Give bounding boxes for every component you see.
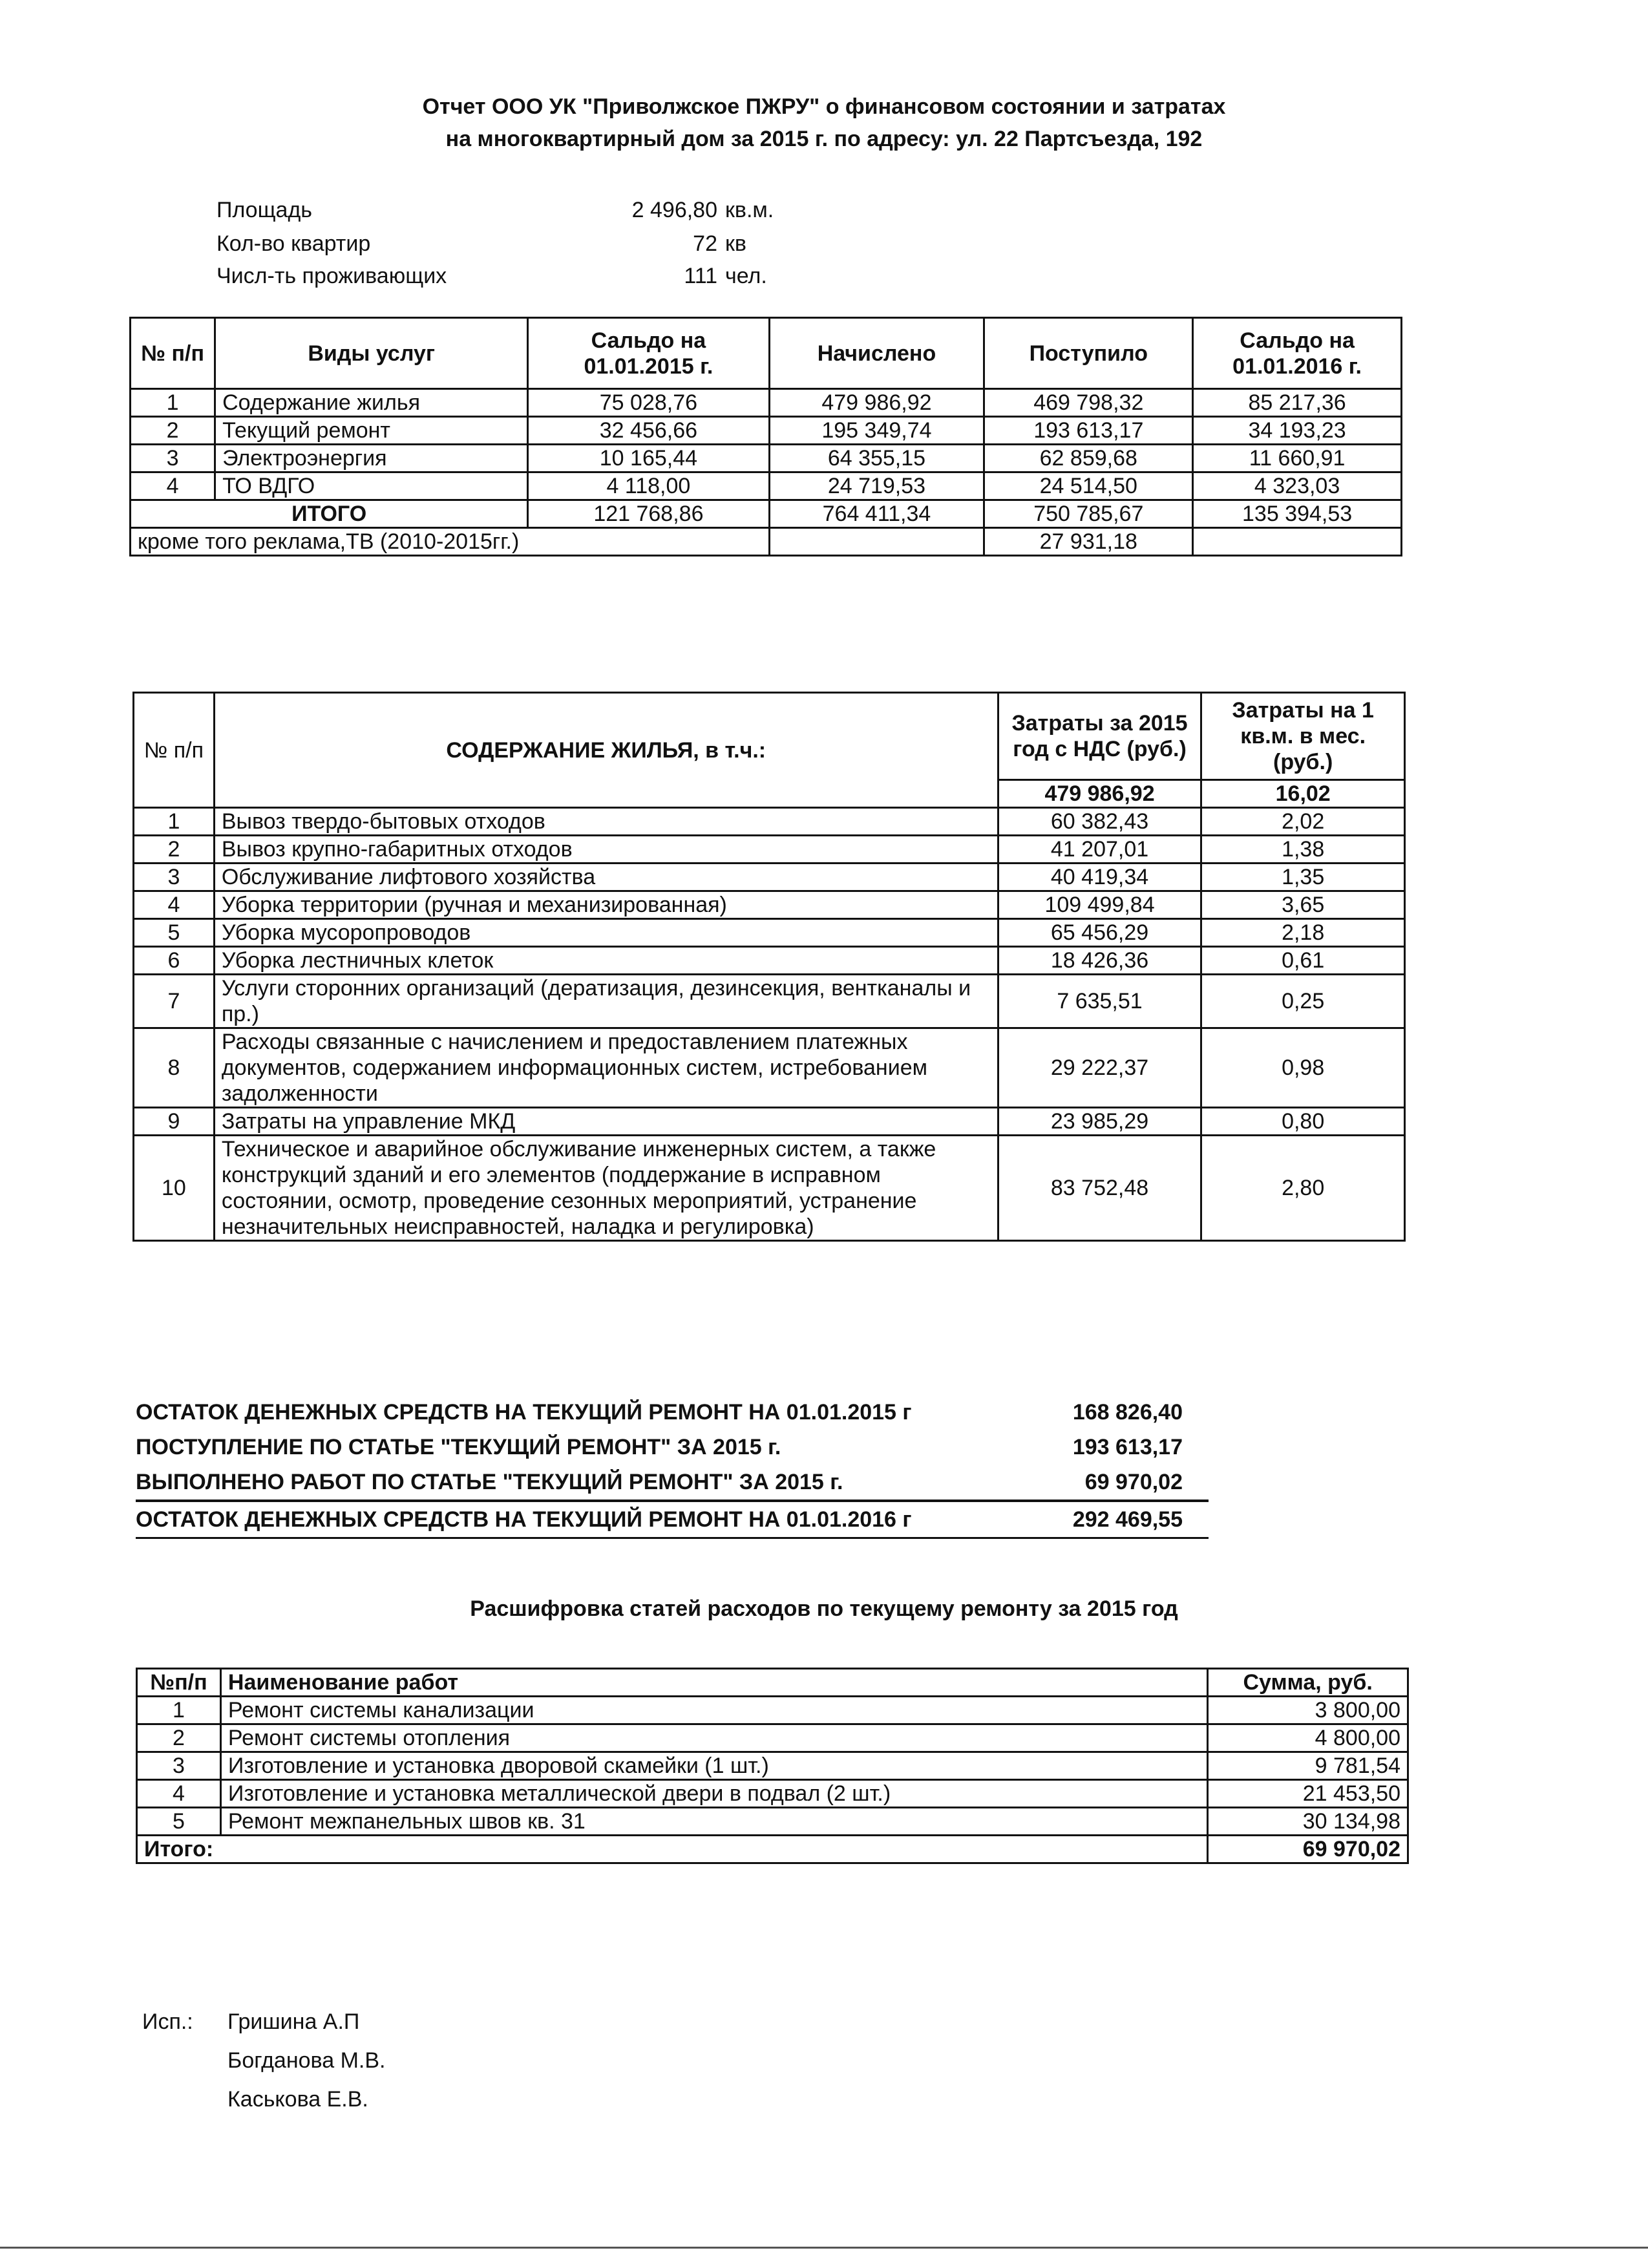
repair-breakdown-heading: Расшифровка статей расходов по текущему ремонту за 2015 год [470, 1596, 1178, 1621]
row-number: 10 [134, 1136, 215, 1241]
header-cell: СОДЕРЖАНИЕ ЖИЛЬЯ, в т.ч.: [214, 693, 998, 808]
table-row [134, 864, 1405, 891]
header-cell: №п/п [137, 1669, 221, 1697]
table-row [137, 1808, 1408, 1836]
row-number: 5 [137, 1808, 221, 1836]
summary-label: ВЫПОЛНЕНО РАБОТ ПО СТАТЬЕ "ТЕКУЩИЙ РЕМОНТ" ЗА 2015 г. [136, 1470, 843, 1494]
table-row [134, 836, 1405, 864]
cost-item: Уборка лестничных клеток [214, 947, 998, 975]
table-row [134, 808, 1405, 836]
maintenance-costs-table [132, 692, 1406, 1242]
total-balance-start: 121 768,86 [528, 500, 769, 528]
balance-start: 4 118,00 [528, 472, 769, 500]
header-cell: Поступило [984, 318, 1193, 389]
row-number: 4 [131, 472, 215, 500]
row-number: 2 [134, 836, 215, 864]
summary-value: 168 826,40 [1072, 1400, 1183, 1425]
signature-name: Каськова Е.В. [227, 2087, 368, 2112]
table-row [137, 1724, 1408, 1752]
summary-line [136, 1502, 1209, 1537]
row-number: 4 [137, 1780, 221, 1808]
service-name: Содержание жилья [215, 389, 528, 417]
row-number: 1 [137, 1697, 221, 1724]
services-balance-table [129, 317, 1402, 556]
received: 24 514,50 [984, 472, 1193, 500]
signatures-label: Исп.: [142, 2009, 193, 2034]
work-sum: 3 800,00 [1208, 1697, 1408, 1724]
cost-per-sqm: 0,80 [1201, 1108, 1405, 1136]
info-apartments-unit: кв [725, 231, 746, 256]
cost-per-sqm: 2,02 [1201, 808, 1405, 836]
balance-end: 11 660,91 [1193, 445, 1402, 472]
total-label: ИТОГО [131, 500, 528, 528]
cost-item: Вывоз крупно-габаритных отходов [214, 836, 998, 864]
table-row [137, 1752, 1408, 1780]
cost-value: 23 985,29 [998, 1108, 1201, 1136]
row-number: 3 [134, 864, 215, 891]
info-residents-unit: чел. [725, 264, 767, 288]
header-cell: Сальдо на 01.01.2015 г. [528, 318, 769, 389]
table-row [134, 919, 1405, 947]
info-apartments-value: 72 [693, 231, 717, 256]
total-row [131, 500, 1402, 528]
extra-row [131, 528, 1402, 556]
row-number: 2 [131, 417, 215, 445]
charged: 195 349,74 [769, 417, 984, 445]
header-cell: № п/п [134, 693, 215, 808]
balance-start: 32 456,66 [528, 417, 769, 445]
header-cell: Наименование работ [220, 1669, 1207, 1697]
header-cell: Сумма, руб. [1208, 1669, 1408, 1697]
charged: 64 355,15 [769, 445, 984, 472]
signature-name: Богданова М.В. [227, 2048, 386, 2073]
cost-item: Вывоз твердо-бытовых отходов [214, 808, 998, 836]
work-sum: 4 800,00 [1208, 1724, 1408, 1752]
row-number: 2 [137, 1724, 221, 1752]
cost-per-sqm: 3,65 [1201, 891, 1405, 919]
charged: 24 719,53 [769, 472, 984, 500]
cost-per-sqm: 2,80 [1201, 1136, 1405, 1241]
header-cell: № п/п [131, 318, 215, 389]
signature-name: Гришина А.П [227, 2009, 360, 2034]
cost-per-sqm: 0,98 [1201, 1028, 1405, 1108]
report-title-line1: Отчет ООО УК "Приволжское ПЖРУ" о финансовом состоянии и затратах [422, 94, 1226, 119]
summary-line [136, 1465, 1209, 1500]
table-row [137, 1780, 1408, 1808]
table-row [134, 975, 1405, 1028]
work-name: Ремонт системы отопления [220, 1724, 1207, 1752]
balance-start: 75 028,76 [528, 389, 769, 417]
row-number: 3 [137, 1752, 221, 1780]
balance-end: 34 193,23 [1193, 417, 1402, 445]
info-residents-label: Числ-ть проживающих [217, 264, 447, 288]
cost-value: 18 426,36 [998, 947, 1201, 975]
header-cell: Виды услуг [215, 318, 528, 389]
service-name: Текущий ремонт [215, 417, 528, 445]
row-number: 3 [131, 445, 215, 472]
cost-item: Услуги сторонних организаций (дератизация, дезинсекция, вентканалы и пр.) [214, 975, 998, 1028]
table-row [131, 389, 1402, 417]
cost-value: 109 499,84 [998, 891, 1201, 919]
total-balance-end: 135 394,53 [1193, 500, 1402, 528]
received: 193 613,17 [984, 417, 1193, 445]
cost-item: Обслуживание лифтового хозяйства [214, 864, 998, 891]
table-row [131, 445, 1402, 472]
summary-label: ОСТАТОК ДЕНЕЖНЫХ СРЕДСТВ НА ТЕКУЩИЙ РЕМОНТ НА 01.01.2016 г [136, 1507, 912, 1532]
cost-value: 65 456,29 [998, 919, 1201, 947]
total-per-sqm: 16,02 [1201, 780, 1405, 808]
row-number: 6 [134, 947, 215, 975]
table-row [131, 417, 1402, 445]
cost-value: 29 222,37 [998, 1028, 1201, 1108]
info-residents-value: 111 [684, 264, 717, 288]
row-number: 9 [134, 1108, 215, 1136]
header-cell: Сальдо на 01.01.2016 г. [1193, 318, 1402, 389]
total-label: Итого: [137, 1836, 1208, 1863]
empty-cell [1193, 528, 1402, 556]
table-row [134, 947, 1405, 975]
table-header-row [134, 693, 1405, 780]
row-number: 8 [134, 1028, 215, 1108]
info-area-unit: кв.м. [725, 198, 774, 222]
received: 469 798,32 [984, 389, 1193, 417]
table-row [134, 1028, 1405, 1108]
work-sum: 21 453,50 [1208, 1780, 1408, 1808]
repair-summary [136, 1395, 1209, 1543]
row-number: 4 [134, 891, 215, 919]
total-cost: 479 986,92 [998, 780, 1201, 808]
summary-value: 193 613,17 [1072, 1435, 1183, 1459]
info-area-label: Площадь [217, 198, 313, 222]
summary-label: ОСТАТОК ДЕНЕЖНЫХ СРЕДСТВ НА ТЕКУЩИЙ РЕМОНТ НА 01.01.2015 г [136, 1400, 912, 1425]
work-sum: 9 781,54 [1208, 1752, 1408, 1780]
balance-start: 10 165,44 [528, 445, 769, 472]
summary-underline [136, 1537, 1209, 1539]
cost-value: 41 207,01 [998, 836, 1201, 864]
balance-end: 4 323,03 [1193, 472, 1402, 500]
cost-per-sqm: 0,61 [1201, 947, 1405, 975]
summary-line [136, 1395, 1209, 1430]
cost-item: Техническое и аварийное обслуживание инженерных систем, а также конструкций зданий и его элементов (поддержание в исправном состоянии, осмотр, проведение сезонных мероприятий, устранение незначительных неисправностей, наладка и регулировка) [214, 1136, 998, 1241]
service-name: ТО ВДГО [215, 472, 528, 500]
header-cell: Затраты на 1 кв.м. в мес. (руб.) [1201, 693, 1405, 780]
row-number: 1 [131, 389, 215, 417]
cost-per-sqm: 1,35 [1201, 864, 1405, 891]
row-number: 7 [134, 975, 215, 1028]
cost-item: Затраты на управление МКД [214, 1108, 998, 1136]
repair-breakdown-table [136, 1668, 1409, 1864]
extra-value: 27 931,18 [984, 528, 1193, 556]
summary-value: 292 469,55 [1072, 1507, 1183, 1532]
total-received: 750 785,67 [984, 500, 1193, 528]
cost-value: 60 382,43 [998, 808, 1201, 836]
table-row [134, 891, 1405, 919]
summary-label: ПОСТУПЛЕНИЕ ПО СТАТЬЕ "ТЕКУЩИЙ РЕМОНТ" ЗА 2015 г. [136, 1435, 781, 1459]
report-title-line2: на многоквартирный дом за 2015 г. по адресу: ул. 22 Партсъезда, 192 [445, 127, 1203, 151]
cost-item: Расходы связанные с начислением и предоставлением платежных документов, содержанием информационных систем, истребованием задолженности [214, 1028, 998, 1108]
cost-per-sqm: 0,25 [1201, 975, 1405, 1028]
balance-end: 85 217,36 [1193, 389, 1402, 417]
info-apartments-label: Кол-во квартир [217, 231, 371, 256]
total-row [137, 1836, 1408, 1863]
service-name: Электроэнергия [215, 445, 528, 472]
table-row [134, 1108, 1405, 1136]
extra-label: кроме того реклама,ТВ (2010-2015гг.) [131, 528, 770, 556]
work-name: Ремонт межпанельных швов кв. 31 [220, 1808, 1207, 1836]
work-sum: 30 134,98 [1208, 1808, 1408, 1836]
table-row [134, 1136, 1405, 1241]
summary-value: 69 970,02 [1084, 1470, 1183, 1494]
info-area-value: 2 496,80 [631, 198, 717, 222]
cost-per-sqm: 1,38 [1201, 836, 1405, 864]
total-value: 69 970,02 [1208, 1836, 1408, 1863]
table-row [137, 1697, 1408, 1724]
cost-value: 83 752,48 [998, 1136, 1201, 1241]
header-cell: Начислено [769, 318, 984, 389]
table-header-row [131, 318, 1402, 389]
summary-line [136, 1430, 1209, 1465]
work-name: Изготовление и установка дворовой скамейки (1 шт.) [220, 1752, 1207, 1780]
table-header-row [137, 1669, 1408, 1697]
cost-item: Уборка территории (ручная и механизированная) [214, 891, 998, 919]
charged: 479 986,92 [769, 389, 984, 417]
work-name: Ремонт системы канализации [220, 1697, 1207, 1724]
cost-value: 7 635,51 [998, 975, 1201, 1028]
cost-value: 40 419,34 [998, 864, 1201, 891]
received: 62 859,68 [984, 445, 1193, 472]
cost-item: Уборка мусоропроводов [214, 919, 998, 947]
table-row [131, 472, 1402, 500]
cost-per-sqm: 2,18 [1201, 919, 1405, 947]
header-cell: Затраты за 2015 год с НДС (руб.) [998, 693, 1201, 780]
total-charged: 764 411,34 [769, 500, 984, 528]
row-number: 1 [134, 808, 215, 836]
row-number: 5 [134, 919, 215, 947]
work-name: Изготовление и установка металлической двери в подвал (2 шт.) [220, 1780, 1207, 1808]
empty-cell [769, 528, 984, 556]
page-bottom-line [0, 2247, 1648, 2249]
